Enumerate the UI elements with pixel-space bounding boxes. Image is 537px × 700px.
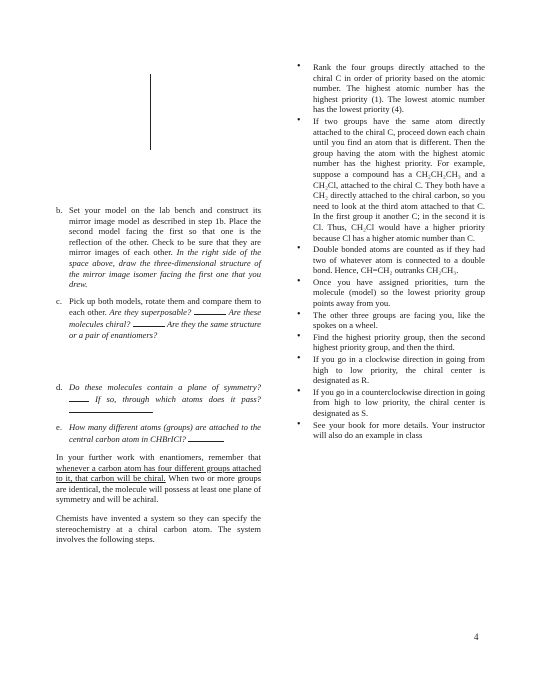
item-e-question: How many different atoms (groups) are attached to the central carbon atom in CHBrICl? xyxy=(69,421,261,444)
priority-rule-item xyxy=(297,354,485,386)
bullet-dot: • xyxy=(297,114,301,126)
item-c-label: c. xyxy=(56,295,62,306)
priority-rule-text: Find the highest priority group, then the second highest priority group, and then the third. xyxy=(313,331,485,353)
answer-blank-superposable[interactable] xyxy=(194,306,226,315)
bullet-dot: • xyxy=(297,308,301,320)
bullet-dot: • xyxy=(297,385,301,397)
priority-rule-text: If you go in a clockwise direction in going from high to low priority, the chiral center is designated as R. xyxy=(313,354,485,386)
item-e-label: e. xyxy=(56,421,62,432)
priority-rule-item xyxy=(297,332,485,353)
bullet-dot: • xyxy=(297,275,301,287)
priority-rules-list xyxy=(297,62,485,441)
priority-rule-text: See your book for more details. Your instructor will also do an example in class xyxy=(313,419,485,441)
item-d xyxy=(56,382,261,416)
bullet-dot: • xyxy=(297,353,301,365)
enantiomer-paragraph: In your further work with enantiomers, remember that whenever a carbon atom has four different groups attached to it, that carbon will be chiral. When two or more groups are identical, the molecule will possess at least one plane of symmetry and will be achiral. xyxy=(56,452,262,505)
bullet-dot: • xyxy=(297,61,301,72)
bullet-dot: • xyxy=(297,330,301,342)
priority-rule-text: If two groups have the same atom directly attached to the chiral C, proceed down each chain until you find an atom that is different. Then the group having the atom with the highest atomic number has the highest priority. For example, suppose a compound has a CH₂CH₂CH₃ and a CH₂Cl, attached to the chiral C. They both have a CH₂ directly attached to the chiral carbon, so you need to look at the third atom attached to that C. In the first group it another C; in the second it is Cl. Thus, CH₂Cl would have a higher priority because Cl has a higher atomic number than C. xyxy=(313,115,485,243)
priority-rule-text: Rank the four groups directly attached to the chiral C in order of priority based on the atomic number. The highest atomic number has the highest priority (1). The lowest atomic number has the lowest priority (4). xyxy=(313,62,485,115)
item-d-question-atoms: If so, through which atoms does it pass? xyxy=(95,393,261,404)
item-d-question-symmetry: Do these molecules contain a plane of symmetry? xyxy=(69,382,261,393)
priority-rule-item xyxy=(297,116,485,243)
item-c-text: Pick up both models, rotate them and compare them to each other. xyxy=(69,295,261,318)
bullet-dot: • xyxy=(297,418,301,430)
item-d-label: d. xyxy=(56,382,63,393)
item-e xyxy=(56,422,261,444)
item-b-text: Set your model on the lab bench and construct its mirror image model as described in step 1b. Place the second model facing the first so that one is the reflection of the other. Check to be sure that they are mirror images of each other. xyxy=(69,205,261,258)
item-c xyxy=(56,296,261,340)
page-number: 4 xyxy=(474,632,479,642)
priority-rule-item xyxy=(297,277,485,309)
item-b-instruction: In the right side of the space above, draw the three-dimensional structure of the mirror image isomer facing the first one that you drew. xyxy=(69,247,262,290)
item-b-label: b. xyxy=(56,205,63,215)
answer-blank-chiral[interactable] xyxy=(133,318,165,327)
priority-rule-text: Double bonded atoms are counted as if they had two of whatever atom is connected to a double bond. Hence, CH=CH₂ outranks CH₂CH₃. xyxy=(313,244,485,276)
priority-rule-item xyxy=(297,420,485,441)
item-b xyxy=(56,205,261,290)
stereochemistry-paragraph: Chemists have invented a system so they can specify the stereochemistry at a chiral carbon atom. The system involves the following steps. xyxy=(56,513,261,545)
bullet-dot: • xyxy=(297,243,301,255)
item-c-question-superposable: Are they superposable? xyxy=(109,307,192,318)
priority-rule-text: The other three groups are facing you, like the spokes on a wheel. xyxy=(313,309,485,331)
answer-blank-atoms[interactable] xyxy=(69,404,153,413)
priority-rule-item xyxy=(297,310,485,331)
priority-rule-text: If you go in a counterclockwise direction in going from high to low priority, the chiral center is designated as S. xyxy=(313,386,485,418)
right-column xyxy=(297,62,485,442)
answer-blank-groups[interactable] xyxy=(188,433,224,442)
answer-blank-symmetry[interactable] xyxy=(69,393,89,402)
priority-rule-item xyxy=(297,244,485,276)
item-c-question-enantiomers: Are they the same structure or a pair of enantiomers? xyxy=(69,318,261,340)
priority-rule-item xyxy=(297,387,485,419)
left-column xyxy=(56,205,261,545)
item-c-question-chiral: Are these molecules chiral? xyxy=(69,307,262,329)
drawing-divider-line xyxy=(150,74,151,150)
chiral-rule-underlined: whenever a carbon atom has four different groups attached to it, that carbon will be chiral. xyxy=(56,462,261,484)
priority-rule-item xyxy=(297,62,485,115)
priority-rule-text: Once you have assigned priorities, turn the molecule (model) so the lowest priority group points away from you. xyxy=(313,276,485,309)
